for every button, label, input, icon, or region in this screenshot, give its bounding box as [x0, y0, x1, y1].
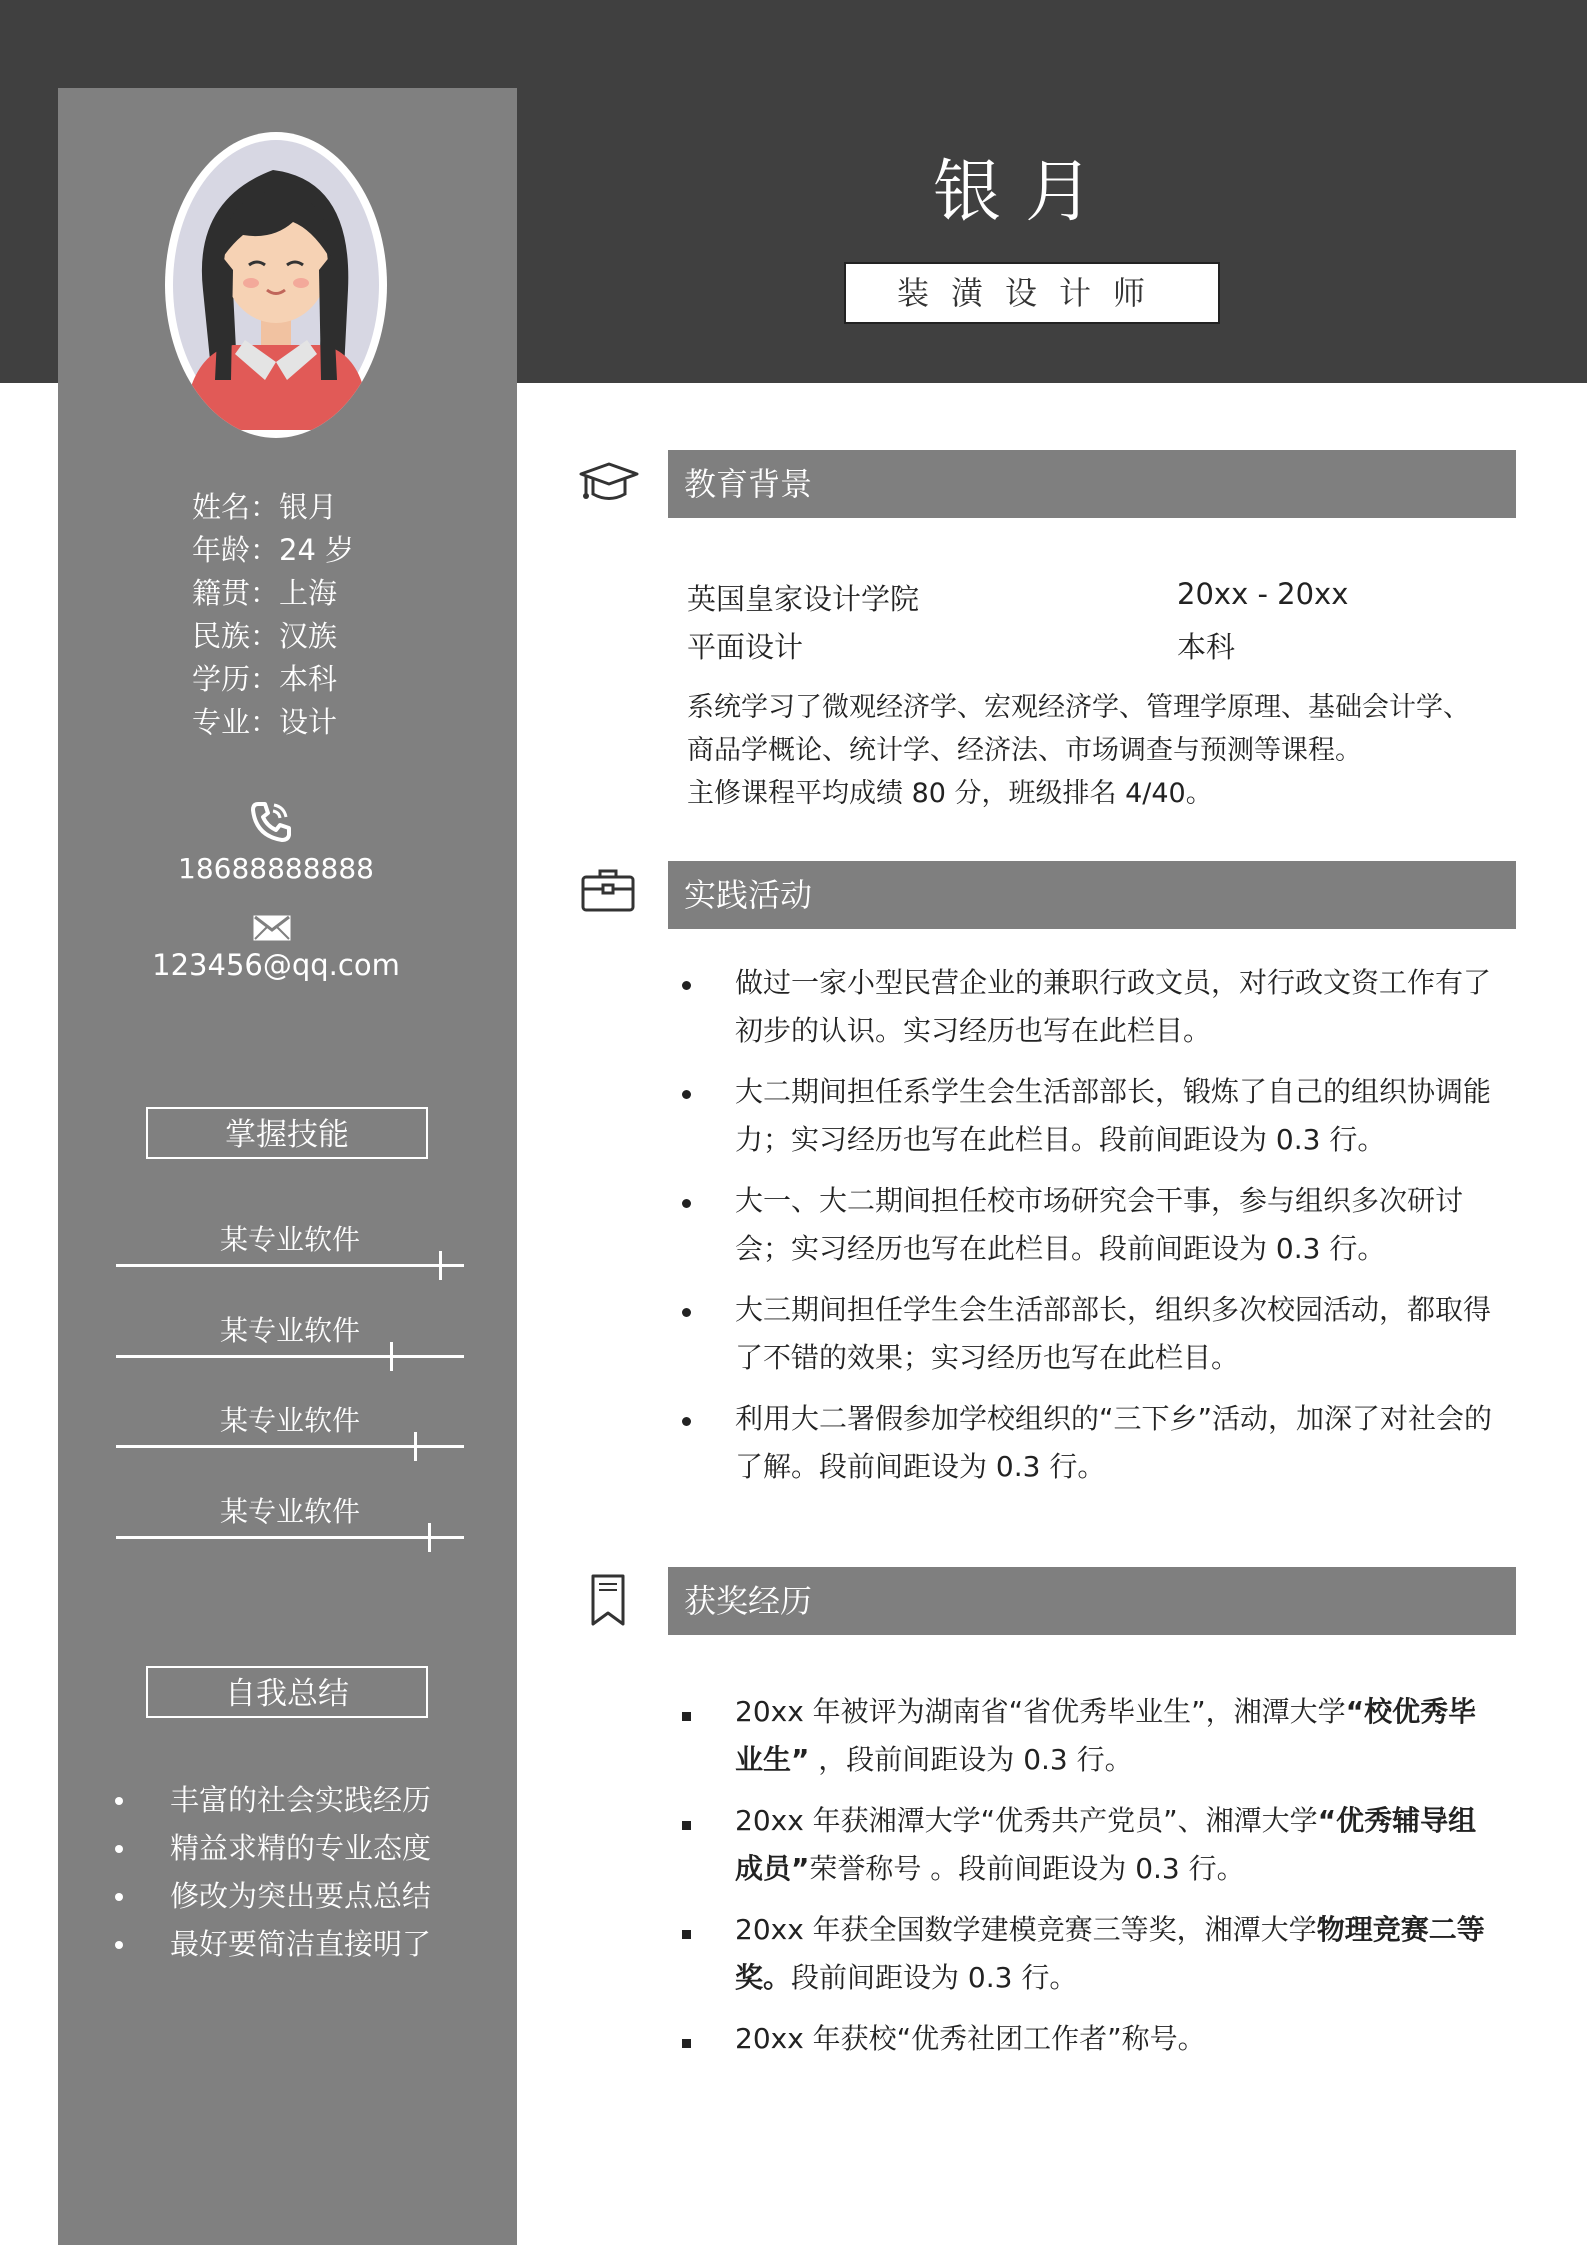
degree: 本科	[1177, 630, 1236, 664]
practice-item: 大一、大二期间担任校市场研究会干事，参与组织多次研讨会；实习经历也写在此栏目。段前间距设为 0.3 行。	[672, 1177, 1492, 1273]
award-highlight: “优秀辅导组成员”	[735, 1804, 1477, 1885]
study-period: 20xx - 20xx	[1177, 577, 1349, 611]
summary-item: 精益求精的专业态度	[110, 1824, 431, 1872]
info-row: 民族：汉族	[192, 619, 338, 653]
award-highlight: “校优秀毕业生”	[735, 1695, 1477, 1776]
skill-label: 某专业软件	[219, 1404, 360, 1437]
info-row: 籍贯：上海	[192, 576, 338, 610]
skill-label: 某专业软件	[219, 1495, 360, 1528]
education-line: 系统学习了微观经济学、宏观经济学、管理学原理、基础会计学、	[687, 692, 1470, 723]
award-item	[672, 1906, 1492, 2002]
practice-item: 做过一家小型民营企业的兼职行政文员，对行政文资工作有了初步的认识。实习经历也写在此栏目。	[672, 959, 1492, 1055]
summary-heading: 自我总结	[146, 1666, 428, 1718]
candidate-name: 银月	[932, 153, 1117, 232]
summary-item: 最好要简洁直接明了	[110, 1920, 431, 1968]
award-highlight: 物理竞赛二等奖。	[735, 1913, 1485, 1994]
avatar	[165, 132, 387, 438]
education-description	[687, 686, 1507, 815]
practice-item: 利用大二署假参加学校组织的“三下乡”活动，加深了对社会的了解。段前间距设为 0.3 行。	[672, 1395, 1492, 1491]
award-text: 段前间距设为 0.3 行。	[791, 1961, 1078, 1994]
award-text: 20xx 年被评为湖南省“省优秀毕业生”，湘潭大学	[735, 1695, 1346, 1728]
skill-track	[116, 1264, 464, 1267]
graduation-cap-icon	[578, 462, 640, 504]
education-line: 主修课程平均成绩 80 分，班级排名 4/40。	[687, 778, 1213, 809]
info-row: 学历：本科	[192, 662, 338, 696]
education-heading: 教育背景	[668, 450, 1516, 518]
avatar-illustration-icon	[173, 140, 379, 430]
practice-item: 大二期间担任系学生会生活部部长，锻炼了自己的组织协调能力；实习经历也写在此栏目。段前间距设为 0.3 行。	[672, 1068, 1492, 1164]
award-item	[672, 1688, 1492, 1784]
skill-level-marker	[414, 1432, 417, 1461]
skill-track	[116, 1445, 464, 1448]
skill-track	[116, 1536, 464, 1539]
skill-item	[116, 1490, 464, 1550]
awards-heading: 获奖经历	[668, 1567, 1516, 1635]
skill-level-marker	[390, 1342, 393, 1371]
summary-item: 修改为突出要点总结	[110, 1872, 431, 1920]
personal-info	[192, 486, 354, 744]
skills-heading: 掌握技能	[146, 1107, 428, 1159]
skill-item	[116, 1218, 464, 1278]
job-title: 装潢设计师	[844, 262, 1220, 324]
practice-heading: 实践活动	[668, 861, 1516, 929]
mail-icon	[253, 915, 291, 941]
skill-item	[116, 1309, 464, 1369]
awards-list	[672, 1688, 1492, 2076]
briefcase-icon	[581, 868, 635, 912]
email-address[interactable]: 123456@qq.com	[152, 948, 400, 982]
award-text: ，段前间距设为 0.3 行。	[809, 1743, 1133, 1776]
skill-level-marker	[428, 1523, 431, 1552]
summary-list	[110, 1776, 431, 1968]
award-text: 20xx 年获全国数学建模竞赛三等奖，湘潭大学	[735, 1913, 1317, 1946]
major: 平面设计	[687, 630, 804, 664]
skill-label: 某专业软件	[219, 1223, 360, 1256]
info-row: 姓名：银月	[192, 490, 338, 524]
award-item	[672, 1797, 1492, 1893]
award-item	[672, 2015, 1492, 2063]
award-text: 20xx 年获湘潭大学“优秀共产党员”、湘潭大学	[735, 1804, 1318, 1837]
skill-level-marker	[439, 1251, 442, 1280]
info-row: 专业：设计	[192, 705, 338, 739]
award-text: 20xx 年获校“优秀社团工作者”称号。	[735, 2022, 1206, 2055]
skill-track	[116, 1355, 464, 1358]
skill-item	[116, 1399, 464, 1459]
education-line: 商品学概论、统计学、经济法、市场调查与预测等课程。	[687, 735, 1362, 766]
award-text: 荣誉称号 。段前间距设为 0.3 行。	[809, 1852, 1245, 1885]
phone-icon	[248, 800, 294, 844]
practice-list	[672, 959, 1492, 1504]
school-name: 英国皇家设计学院	[687, 582, 920, 616]
practice-item: 大三期间担任学生会生活部部长，组织多次校园活动，都取得了不错的效果；实习经历也写在此栏目。	[672, 1286, 1492, 1382]
bookmark-icon	[590, 1573, 626, 1627]
info-row: 年龄：24 岁	[192, 533, 355, 567]
summary-item: 丰富的社会实践经历	[110, 1776, 431, 1824]
phone-number[interactable]: 18688888888	[178, 852, 374, 885]
skill-label: 某专业软件	[219, 1314, 360, 1347]
